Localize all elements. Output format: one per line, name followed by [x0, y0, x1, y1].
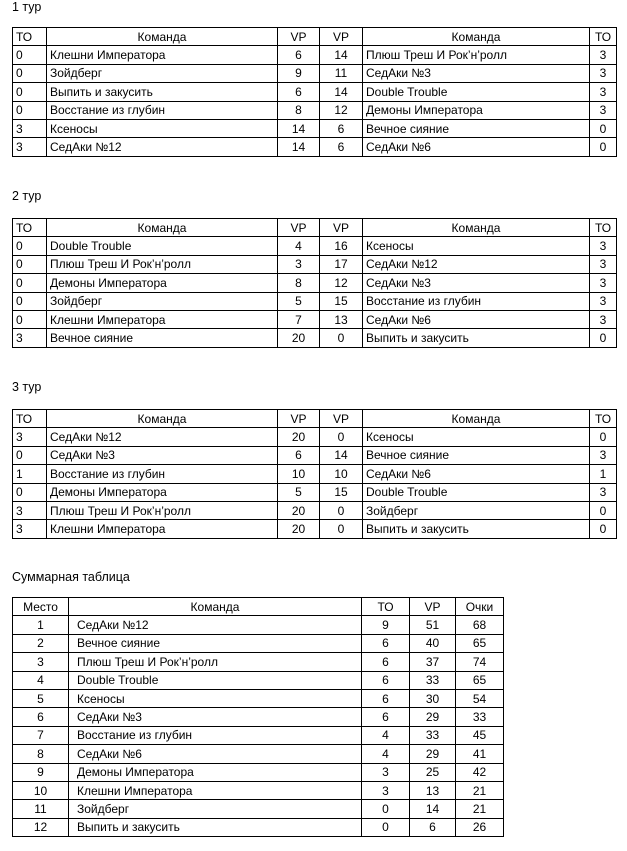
team-name-cell: Ксеносы: [69, 689, 362, 707]
team2-name-cell: Выпить и закусить: [363, 520, 590, 538]
team2-name-cell: Вечное сияние: [363, 119, 590, 137]
round-2-header-row: [13, 219, 617, 237]
team2-vp-cell: 0: [320, 501, 363, 519]
team1-vp-cell: 5: [278, 292, 320, 310]
team1-name-cell: Вечное сияние: [47, 329, 278, 347]
team2-name-cell: Double Trouble: [363, 483, 590, 501]
points-cell: 65: [456, 634, 504, 652]
team1-to-cell: 1: [13, 465, 47, 483]
team2-to-cell: 0: [590, 329, 617, 347]
team2-vp-cell: 16: [320, 237, 363, 255]
place-cell: 6: [13, 708, 69, 726]
team2-vp-cell: 13: [320, 310, 363, 328]
place-cell: 10: [13, 781, 69, 799]
to-cell: 3: [362, 781, 410, 799]
team1-to-cell: 3: [13, 428, 47, 446]
vp-cell: 6: [410, 818, 456, 836]
place-cell: 5: [13, 689, 69, 707]
team1-name-cell: Восстание из глубин: [47, 101, 278, 119]
team1-name-cell: Клешни Императора: [47, 520, 278, 538]
place-cell: 8: [13, 745, 69, 763]
round-3-table: [12, 409, 617, 539]
team-header: Команда: [47, 28, 278, 46]
vp-cell: 29: [410, 745, 456, 763]
team2-name-cell: Восстание из глубин: [363, 292, 590, 310]
points-cell: 45: [456, 726, 504, 744]
table-row: [13, 483, 617, 501]
team2-name-cell: СедАки №6: [363, 465, 590, 483]
team1-vp-cell: 8: [278, 101, 320, 119]
team2-to-cell: 3: [590, 310, 617, 328]
team1-to-cell: 0: [13, 64, 47, 82]
to-cell: 6: [362, 689, 410, 707]
team-name-cell: Демоны Императора: [69, 763, 362, 781]
to-cell: 9: [362, 616, 410, 634]
table-row: [13, 446, 617, 464]
vp-header: VP: [320, 410, 363, 428]
team1-name-cell: СедАки №3: [47, 446, 278, 464]
to-cell: 4: [362, 726, 410, 744]
team-header: Команда: [363, 219, 590, 237]
team1-to-cell: 0: [13, 274, 47, 292]
team2-to-cell: 3: [590, 483, 617, 501]
table-row: [13, 745, 504, 763]
team2-to-cell: 3: [590, 46, 617, 64]
team1-to-cell: 3: [13, 119, 47, 137]
points-cell: 33: [456, 708, 504, 726]
team1-to-cell: 0: [13, 292, 47, 310]
team2-to-cell: 3: [590, 274, 617, 292]
team-name-cell: Зойдберг: [69, 800, 362, 818]
table-row: [13, 689, 504, 707]
team2-to-cell: 0: [590, 428, 617, 446]
team1-vp-cell: 3: [278, 255, 320, 273]
vp-cell: 25: [410, 763, 456, 781]
team1-to-cell: 3: [13, 501, 47, 519]
table-row: [13, 64, 617, 82]
team1-to-cell: 3: [13, 329, 47, 347]
place-cell: 4: [13, 671, 69, 689]
team1-vp-cell: 6: [278, 83, 320, 101]
round-2-title: 2 тур: [12, 189, 42, 203]
team1-name-cell: Зойдберг: [47, 64, 278, 82]
points-cell: 74: [456, 653, 504, 671]
points-cell: 42: [456, 763, 504, 781]
table-row: [13, 237, 617, 255]
place-cell: 2: [13, 634, 69, 652]
vp-cell: 40: [410, 634, 456, 652]
team1-name-cell: Клешни Императора: [47, 46, 278, 64]
table-row: [13, 781, 504, 799]
team1-name-cell: СедАки №12: [47, 138, 278, 156]
team1-to-cell: 0: [13, 446, 47, 464]
vp-cell: 33: [410, 726, 456, 744]
team1-to-cell: 0: [13, 101, 47, 119]
team1-name-cell: Плюш Треш И Рок’н’ролл: [47, 501, 278, 519]
points-header: Очки: [456, 598, 504, 616]
team2-vp-cell: 17: [320, 255, 363, 273]
team-name-cell: Выпить и закусить: [69, 818, 362, 836]
team2-to-cell: 3: [590, 237, 617, 255]
table-row: [13, 310, 617, 328]
table-row: [13, 634, 504, 652]
team2-vp-cell: 12: [320, 101, 363, 119]
to-header: ТО: [13, 410, 47, 428]
vp-cell: 30: [410, 689, 456, 707]
team2-to-cell: 3: [590, 292, 617, 310]
team-name-cell: Плюш Треш И Рок’н’ролл: [69, 653, 362, 671]
vp-header: VP: [320, 28, 363, 46]
team1-vp-cell: 20: [278, 329, 320, 347]
team2-name-cell: Double Trouble: [363, 83, 590, 101]
to-cell: 6: [362, 634, 410, 652]
to-cell: 6: [362, 671, 410, 689]
vp-header: VP: [278, 410, 320, 428]
team2-name-cell: Плюш Треш И Рок’н’ролл: [363, 46, 590, 64]
vp-cell: 13: [410, 781, 456, 799]
round-1-title: 1 тур: [12, 0, 42, 14]
team1-name-cell: Зойдберг: [47, 292, 278, 310]
team2-vp-cell: 14: [320, 46, 363, 64]
team1-vp-cell: 7: [278, 310, 320, 328]
team1-vp-cell: 8: [278, 274, 320, 292]
to-cell: 4: [362, 745, 410, 763]
team1-name-cell: Плюш Треш И Рок’н’ролл: [47, 255, 278, 273]
vp-header: VP: [410, 598, 456, 616]
team1-name-cell: Демоны Императора: [47, 483, 278, 501]
to-header: ТО: [590, 28, 617, 46]
team1-vp-cell: 6: [278, 446, 320, 464]
to-header: ТО: [590, 219, 617, 237]
round-2-body: [13, 237, 617, 347]
team-name-cell: Восстание из глубин: [69, 726, 362, 744]
place-cell: 1: [13, 616, 69, 634]
team1-to-cell: 0: [13, 46, 47, 64]
team-header: Команда: [47, 410, 278, 428]
table-row: [13, 520, 617, 538]
team1-vp-cell: 4: [278, 237, 320, 255]
round-2-table: [12, 218, 617, 348]
team2-to-cell: 0: [590, 138, 617, 156]
vp-cell: 14: [410, 800, 456, 818]
team1-to-cell: 0: [13, 255, 47, 273]
place-cell: 12: [13, 818, 69, 836]
round-1-table: [12, 27, 617, 157]
table-row: [13, 83, 617, 101]
vp-cell: 37: [410, 653, 456, 671]
team1-to-cell: 0: [13, 310, 47, 328]
summary-table: [12, 597, 504, 837]
team1-vp-cell: 10: [278, 465, 320, 483]
round-3-title: 3 тур: [12, 380, 42, 394]
team2-to-cell: 3: [590, 446, 617, 464]
team1-vp-cell: 6: [278, 46, 320, 64]
points-cell: 54: [456, 689, 504, 707]
team1-vp-cell: 20: [278, 428, 320, 446]
team2-vp-cell: 0: [320, 329, 363, 347]
table-row: [13, 653, 504, 671]
team-name-cell: СедАки №3: [69, 708, 362, 726]
table-row: [13, 119, 617, 137]
vp-cell: 51: [410, 616, 456, 634]
to-header: ТО: [13, 219, 47, 237]
team2-vp-cell: 15: [320, 292, 363, 310]
table-row: [13, 671, 504, 689]
team2-vp-cell: 6: [320, 119, 363, 137]
place-cell: 7: [13, 726, 69, 744]
to-cell: 6: [362, 708, 410, 726]
team2-vp-cell: 6: [320, 138, 363, 156]
team1-name-cell: Восстание из глубин: [47, 465, 278, 483]
table-row: [13, 428, 617, 446]
round-1-body: [13, 46, 617, 156]
team1-to-cell: 3: [13, 138, 47, 156]
team2-name-cell: Демоны Императора: [363, 101, 590, 119]
team-header: Команда: [47, 219, 278, 237]
team2-to-cell: 3: [590, 101, 617, 119]
team2-to-cell: 3: [590, 64, 617, 82]
table-row: [13, 138, 617, 156]
place-cell: 9: [13, 763, 69, 781]
summary-body: [13, 616, 504, 837]
team2-name-cell: СедАки №3: [363, 274, 590, 292]
team1-vp-cell: 20: [278, 501, 320, 519]
team2-name-cell: Ксеносы: [363, 428, 590, 446]
team2-to-cell: 1: [590, 465, 617, 483]
team1-vp-cell: 14: [278, 138, 320, 156]
vp-header: VP: [320, 219, 363, 237]
place-cell: 11: [13, 800, 69, 818]
team2-to-cell: 3: [590, 255, 617, 273]
vp-header: VP: [278, 28, 320, 46]
team1-vp-cell: 20: [278, 520, 320, 538]
team1-name-cell: Ксеносы: [47, 119, 278, 137]
team2-vp-cell: 12: [320, 274, 363, 292]
team2-to-cell: 3: [590, 83, 617, 101]
table-row: [13, 726, 504, 744]
table-row: [13, 616, 504, 634]
points-cell: 21: [456, 800, 504, 818]
table-row: [13, 501, 617, 519]
points-cell: 26: [456, 818, 504, 836]
team-header: Команда: [363, 28, 590, 46]
team2-name-cell: СедАки №3: [363, 64, 590, 82]
team1-to-cell: 0: [13, 237, 47, 255]
table-row: [13, 46, 617, 64]
team2-vp-cell: 11: [320, 64, 363, 82]
vp-cell: 29: [410, 708, 456, 726]
team2-name-cell: Ксеносы: [363, 237, 590, 255]
team2-name-cell: СедАки №6: [363, 138, 590, 156]
team1-to-cell: 3: [13, 520, 47, 538]
team1-to-cell: 0: [13, 483, 47, 501]
team2-to-cell: 0: [590, 119, 617, 137]
team2-vp-cell: 14: [320, 83, 363, 101]
team1-name-cell: Демоны Императора: [47, 274, 278, 292]
team1-to-cell: 0: [13, 83, 47, 101]
team1-vp-cell: 9: [278, 64, 320, 82]
team-name-cell: Клешни Императора: [69, 781, 362, 799]
points-cell: 65: [456, 671, 504, 689]
team2-vp-cell: 15: [320, 483, 363, 501]
to-header: ТО: [13, 28, 47, 46]
to-header: ТО: [362, 598, 410, 616]
table-row: [13, 800, 504, 818]
place-cell: 3: [13, 653, 69, 671]
team1-name-cell: СедАки №12: [47, 428, 278, 446]
team1-vp-cell: 14: [278, 119, 320, 137]
table-row: [13, 708, 504, 726]
vp-cell: 33: [410, 671, 456, 689]
table-row: [13, 465, 617, 483]
vp-header: VP: [278, 219, 320, 237]
team2-to-cell: 0: [590, 501, 617, 519]
team2-vp-cell: 0: [320, 520, 363, 538]
team-name-cell: СедАки №12: [69, 616, 362, 634]
team1-name-cell: Клешни Императора: [47, 310, 278, 328]
summary-header-row: [13, 598, 504, 616]
table-row: [13, 329, 617, 347]
team2-name-cell: СедАки №6: [363, 310, 590, 328]
place-header: Место: [13, 598, 69, 616]
to-cell: 3: [362, 763, 410, 781]
team1-name-cell: Double Trouble: [47, 237, 278, 255]
team2-vp-cell: 10: [320, 465, 363, 483]
team1-name-cell: Выпить и закусить: [47, 83, 278, 101]
table-row: [13, 101, 617, 119]
to-header: ТО: [590, 410, 617, 428]
team2-to-cell: 0: [590, 520, 617, 538]
to-cell: 0: [362, 818, 410, 836]
team2-name-cell: Вечное сияние: [363, 446, 590, 464]
team2-name-cell: Зойдберг: [363, 501, 590, 519]
summary-title: Суммарная таблица: [12, 570, 130, 584]
team1-vp-cell: 5: [278, 483, 320, 501]
to-cell: 0: [362, 800, 410, 818]
to-cell: 6: [362, 653, 410, 671]
team-name-cell: Double Trouble: [69, 671, 362, 689]
points-cell: 41: [456, 745, 504, 763]
round-1-header-row: [13, 28, 617, 46]
team2-name-cell: Выпить и закусить: [363, 329, 590, 347]
team-header: Команда: [69, 598, 362, 616]
points-cell: 68: [456, 616, 504, 634]
team-header: Команда: [363, 410, 590, 428]
round-3-header-row: [13, 410, 617, 428]
points-cell: 21: [456, 781, 504, 799]
table-row: [13, 818, 504, 836]
table-row: [13, 763, 504, 781]
table-row: [13, 274, 617, 292]
team2-name-cell: СедАки №12: [363, 255, 590, 273]
table-row: [13, 292, 617, 310]
team-name-cell: СедАки №6: [69, 745, 362, 763]
team2-vp-cell: 0: [320, 428, 363, 446]
table-row: [13, 255, 617, 273]
team-name-cell: Вечное сияние: [69, 634, 362, 652]
round-3-body: [13, 428, 617, 538]
team2-vp-cell: 14: [320, 446, 363, 464]
